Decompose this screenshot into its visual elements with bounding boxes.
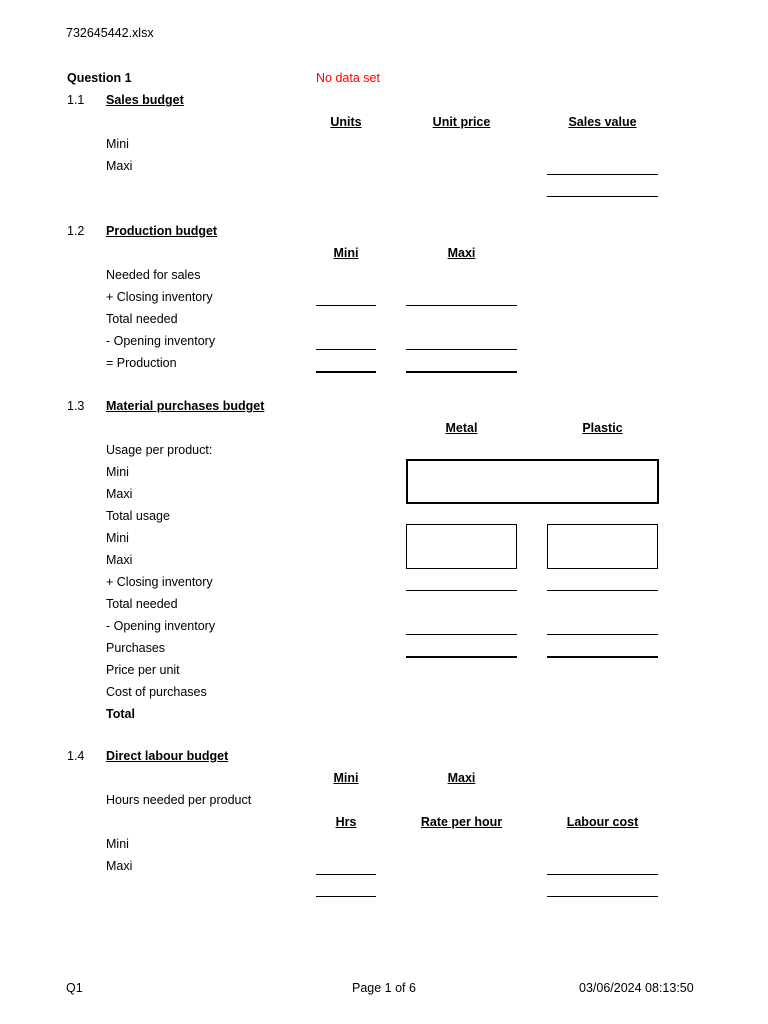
row-label: Mini <box>106 531 129 545</box>
subtotal-line <box>547 874 658 875</box>
subtotal-line <box>316 874 376 875</box>
column-header-metal: Metal <box>445 421 478 435</box>
subtotal-line <box>316 305 376 306</box>
section-title-direct-labour-budget: Direct labour budget <box>106 749 229 763</box>
row-label: Maxi <box>106 159 133 173</box>
column-header-plastic: Plastic <box>582 421 623 435</box>
subtotal-line <box>547 634 658 635</box>
row-label: + Closing inventory <box>106 290 213 304</box>
column-header-rate-per-hour: Rate per hour <box>420 815 503 829</box>
section-title-production-budget: Production budget <box>106 224 218 238</box>
row-label: - Opening inventory <box>106 619 216 633</box>
footer-datetime: 03/06/2024 08:13:50 <box>579 981 694 995</box>
column-header-unit-price: Unit price <box>432 115 491 129</box>
row-label: Usage per product: <box>106 443 213 457</box>
footer-page-number: Page 1 of 6 <box>352 981 416 995</box>
row-label: Maxi <box>106 553 133 567</box>
column-header-hrs: Hrs <box>335 815 357 829</box>
column-header-maxi: Maxi <box>447 246 476 260</box>
subtotal-line <box>316 349 376 350</box>
row-label: Mini <box>106 465 129 479</box>
row-label: Mini <box>106 837 129 851</box>
row-label-total: Total <box>106 707 135 721</box>
total-line <box>547 656 658 658</box>
row-label: + Closing inventory <box>106 575 213 589</box>
row-label: Cost of purchases <box>106 685 207 699</box>
column-header-mini: Mini <box>333 771 359 785</box>
subtotal-line <box>547 590 658 591</box>
section-number: 1.1 <box>67 93 85 107</box>
section-number: 1.3 <box>67 399 85 413</box>
file-name: 732645442.xlsx <box>66 26 154 40</box>
section-number: 1.2 <box>67 224 85 238</box>
usage-per-product-input-box[interactable] <box>406 459 659 504</box>
column-header-sales-value: Sales value <box>568 115 637 129</box>
column-header-maxi: Maxi <box>447 771 476 785</box>
total-line <box>547 196 658 197</box>
total-line <box>406 656 517 658</box>
section-number: 1.4 <box>67 749 85 763</box>
row-label: - Opening inventory <box>106 334 216 348</box>
column-header-mini: Mini <box>333 246 359 260</box>
subtotal-line <box>406 590 517 591</box>
row-label: Mini <box>106 137 129 151</box>
row-label-hours-needed: Hours needed per product <box>106 793 252 807</box>
subtotal-line <box>406 305 517 306</box>
total-line <box>547 174 658 175</box>
column-header-labour-cost: Labour cost <box>566 815 639 829</box>
row-label: Total needed <box>106 312 178 326</box>
total-line <box>406 371 517 373</box>
total-usage-metal-box[interactable] <box>406 524 517 569</box>
row-label: Purchases <box>106 641 166 655</box>
row-label: Total usage <box>106 509 170 523</box>
total-line <box>316 896 376 897</box>
total-line <box>316 371 376 373</box>
row-label: = Production <box>106 356 177 370</box>
subtotal-line <box>406 634 517 635</box>
row-label: Maxi <box>106 859 133 873</box>
section-title-material-purchases-budget: Material purchases budget <box>106 399 265 413</box>
row-label: Total needed <box>106 597 178 611</box>
no-data-note: No data set <box>316 71 380 85</box>
row-label: Maxi <box>106 487 133 501</box>
subtotal-line <box>406 349 517 350</box>
column-header-units: Units <box>330 115 362 129</box>
footer-sheet-name: Q1 <box>66 981 83 995</box>
section-title-sales-budget: Sales budget <box>106 93 184 107</box>
row-label: Price per unit <box>106 663 180 677</box>
question-label: Question 1 <box>67 71 132 85</box>
total-line <box>547 896 658 897</box>
total-usage-plastic-box[interactable] <box>547 524 658 569</box>
row-label: Needed for sales <box>106 268 201 282</box>
